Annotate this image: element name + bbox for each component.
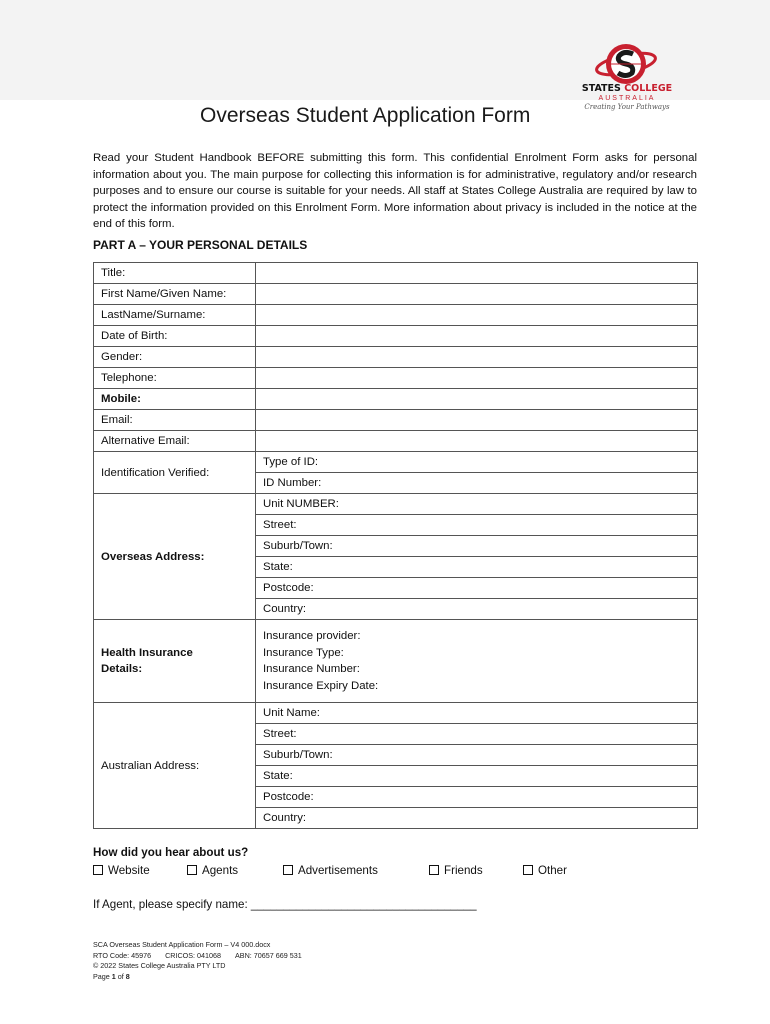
table-row — [94, 368, 698, 389]
alt-email-label: Alternative Email: — [94, 431, 256, 452]
title-label: Title: — [94, 263, 256, 284]
overseas-suburb-field[interactable]: Suburb/Town: — [256, 536, 698, 557]
insurance-provider-label: Insurance provider: — [263, 630, 361, 642]
email-label: Email: — [94, 410, 256, 431]
logo-tagline: Creating Your Pathways — [584, 103, 670, 111]
dob-field[interactable] — [256, 326, 698, 347]
overseas-country-field[interactable]: Country: — [256, 599, 698, 620]
option-label: Advertisements — [298, 864, 378, 877]
table-row — [94, 431, 698, 452]
agent-name-line[interactable]: If Agent, please specify name: ___________________________________ — [93, 898, 477, 911]
footer-page-number: Page 1 of 8 — [93, 971, 130, 981]
option-website[interactable] — [93, 864, 150, 877]
email-field[interactable] — [256, 410, 698, 431]
page-title: Overseas Student Application Form — [200, 104, 531, 127]
id-number-field[interactable]: ID Number: — [256, 473, 698, 494]
logo-sub: AUSTRALIA — [598, 95, 656, 102]
health-insurance-field[interactable] — [256, 620, 698, 703]
personal-details-table — [93, 262, 698, 829]
option-agents[interactable] — [187, 864, 238, 877]
title-field[interactable] — [256, 263, 698, 284]
mobile-label: Mobile: — [94, 389, 256, 410]
table-row — [94, 305, 698, 326]
first-name-label: First Name/Given Name: — [94, 284, 256, 305]
table-row — [94, 703, 698, 724]
footer-codes: RTO Code: 45976 CRICOS: 041068 ABN: 70657 669 531 — [93, 950, 302, 960]
table-row — [94, 389, 698, 410]
insurance-number-label: Insurance Number: — [263, 663, 360, 675]
identification-label: Identification Verified: — [94, 452, 256, 494]
option-advertisements[interactable] — [283, 864, 378, 877]
checkbox-icon[interactable] — [523, 865, 533, 875]
page-footer — [93, 940, 302, 982]
table-row — [94, 284, 698, 305]
overseas-postcode-field[interactable]: Postcode: — [256, 578, 698, 599]
alt-email-field[interactable] — [256, 431, 698, 452]
footer-file-name: SCA Overseas Student Application Form – V4 000.docx — [93, 940, 271, 949]
checkbox-icon[interactable] — [283, 865, 293, 875]
option-label: Other — [538, 864, 567, 877]
first-name-field[interactable] — [256, 284, 698, 305]
last-name-field[interactable] — [256, 305, 698, 326]
option-label: Agents — [202, 864, 239, 877]
gender-field[interactable] — [256, 347, 698, 368]
option-other[interactable] — [523, 864, 567, 877]
insurance-expiry-label: Insurance Expiry Date: — [263, 679, 379, 692]
insurance-type-label: Insurance Type: — [263, 646, 344, 659]
hear-about-question: How did you hear about us? — [93, 846, 249, 859]
health-label-line-2: Details: — [101, 663, 143, 675]
table-row — [94, 347, 698, 368]
table-row — [94, 452, 698, 473]
option-friends[interactable] — [429, 864, 483, 877]
id-type-field[interactable]: Type of ID: — [256, 452, 698, 473]
last-name-label: LastName/Surname: — [94, 305, 256, 326]
checkbox-icon[interactable] — [93, 865, 103, 875]
health-insurance-label — [94, 620, 256, 703]
mobile-field[interactable] — [256, 389, 698, 410]
australian-country-field[interactable]: Country: — [256, 808, 698, 829]
australian-unit-field[interactable]: Unit Name: — [256, 703, 698, 724]
footer-copyright: © 2022 States College Australia PTY LTD — [93, 961, 226, 970]
option-label: Website — [108, 864, 150, 877]
australian-suburb-field[interactable]: Suburb/Town: — [256, 745, 698, 766]
overseas-street-field[interactable]: Street: — [256, 515, 698, 536]
checkbox-icon[interactable] — [187, 865, 197, 875]
gender-label: Gender: — [94, 347, 256, 368]
australian-address-label: Australian Address: — [94, 703, 256, 829]
overseas-unit-field[interactable]: Unit NUMBER: — [256, 494, 698, 515]
table-row — [94, 326, 698, 347]
checkbox-icon[interactable] — [429, 865, 439, 875]
overseas-address-label: Overseas Address: — [94, 494, 256, 620]
dob-label: Date of Birth: — [94, 326, 256, 347]
overseas-state-field[interactable]: State: — [256, 557, 698, 578]
australian-state-field[interactable]: State: — [256, 766, 698, 787]
health-label-line-1: Health Insurance — [101, 646, 193, 659]
telephone-field[interactable] — [256, 368, 698, 389]
table-row — [94, 494, 698, 515]
logo-name: STATES COLLEGE — [581, 83, 673, 94]
table-row — [94, 620, 698, 703]
intro-paragraph: Read your Student Handbook BEFORE submitting this form. This confidential Enrolment Form asks for personal information about you. The main purpose for collecting this information is for administrative, regulatory and/or research purposes and to ensure our course is suitable for your needs. All staff at States College Australia are required by law to protect the information provided on this Enrolment Form. More information about privacy is included in the notice at the end of this form. — [93, 152, 697, 230]
australian-street-field[interactable]: Street: — [256, 724, 698, 745]
telephone-label: Telephone: — [94, 368, 256, 389]
table-row — [94, 263, 698, 284]
option-label: Friends — [444, 864, 483, 877]
table-row — [94, 410, 698, 431]
section-heading-part-a: PART A – YOUR PERSONAL DETAILS — [93, 238, 308, 252]
australian-postcode-field[interactable]: Postcode: — [256, 787, 698, 808]
